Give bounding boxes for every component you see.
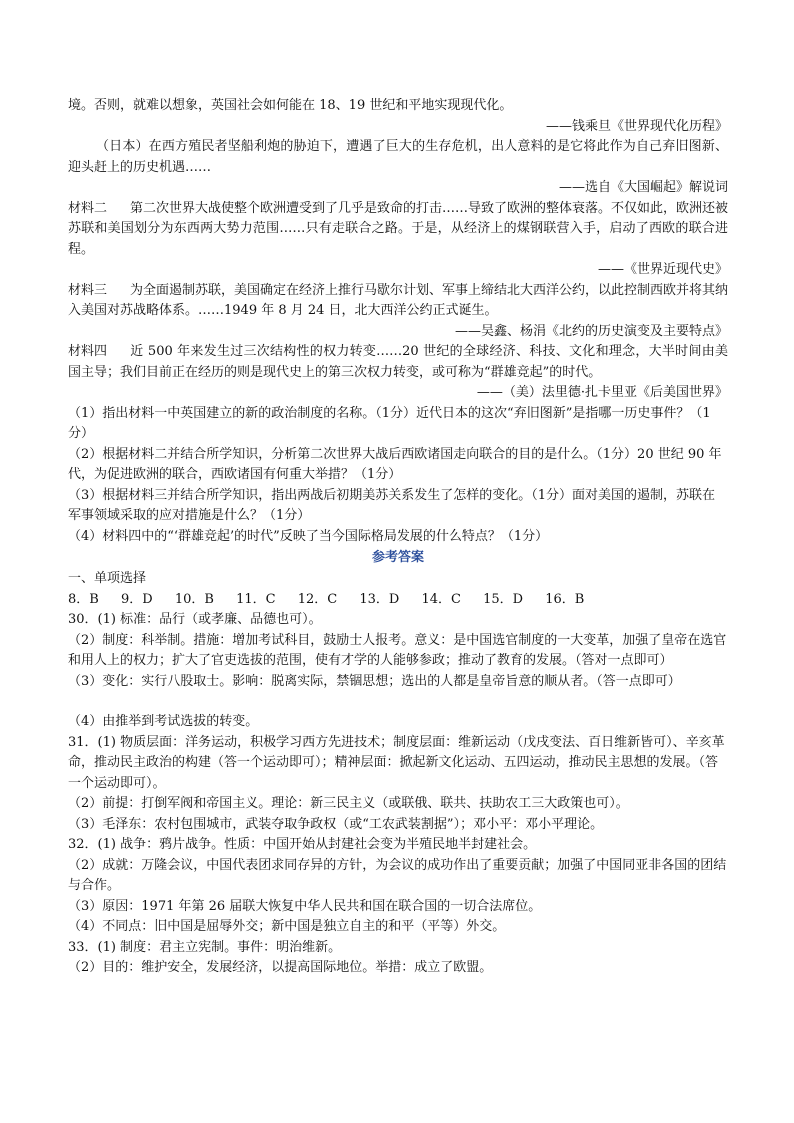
mcq-answer: 12．C bbox=[297, 591, 338, 607]
mcq-answers bbox=[68, 590, 728, 611]
answer-line: （3）原因：1971 年第 26 届联大恢复中华人民共和国在联合国的一切合法席位。 bbox=[68, 898, 542, 914]
continued-line: 境。否则，就难以想象，英国社会如何能在 18、19 世纪和平地实现现代化。 bbox=[68, 98, 513, 113]
answer-line: （4）由推举到考试选拔的转变。 bbox=[68, 714, 259, 729]
material-label: 材料三 bbox=[68, 282, 108, 298]
answer-line: （2）成就：万隆会议，中国代表团求同存异的方针，为会议的成功作出了重要贡献；加强了中国同亚非各国的团结与合作。 bbox=[68, 857, 727, 893]
source-line: ——吴鑫、杨涓《北约的历史演变及主要特点》 bbox=[454, 323, 728, 339]
mcq-answer: 16．B bbox=[545, 591, 585, 607]
question-4: （4）材料四中的“‘群雄竞起’的时代”反映了当今国际格局发展的什么特点？（1分） bbox=[68, 528, 549, 544]
japan-paragraph: （日本）在西方殖民者坚船利炮的胁迫下，遭遇了巨大的生存危机，出人意料的是它将此作为自己弃旧图新、迎头赶上的历史机遇…… bbox=[68, 139, 728, 175]
mcq-answer: 8．B bbox=[68, 591, 99, 607]
material-3 bbox=[68, 281, 728, 322]
source-line: ——钱乘旦《世界现代化历程》 bbox=[545, 118, 728, 134]
material-text: 近 500 年来发生过三次结构性的权力转变……20 世纪的全球经济、科技、文化和理念，大半时间由美国主导；我们目前正在经历的则是现代史上的第三次权力转变，或可称为“群雄竞起”的时代。 bbox=[68, 344, 728, 380]
answer-line: （3）变化：实行八股取士。影响：脱离实际，禁锢思想；选出的人都是皇帝旨意的顺从者。（答一点即可） bbox=[68, 673, 681, 689]
section-heading: 一、单项选择 bbox=[68, 571, 147, 586]
mcq-answer: 9．D bbox=[120, 591, 153, 607]
material-4 bbox=[68, 342, 728, 383]
material-label: 材料四 bbox=[68, 344, 108, 359]
question-1: （1）指出材料一中英国建立的新的政治制度的名称。（1分）近代日本的这次“弃旧图新”是指哪一历史事件？（1分） bbox=[68, 405, 711, 441]
material-2 bbox=[68, 199, 728, 261]
answer-line: （2）目的：维护安全，发展经济，以提高国际地位。举措：成立了欧盟。 bbox=[68, 960, 493, 975]
answer-line: （2）前提：打倒军阀和帝国主义。理论：新三民主义（或联俄、联共、扶助农工三大政策也可）。 bbox=[68, 796, 629, 811]
material-text: 第二次世界大战使整个欧洲遭受到了几乎是致命的打击……导致了欧洲的整体衰落。不仅如此，欧洲还被苏联和美国划分为东西两大势力范围……只有走联合之路。于是，从经济上的煤钢联营入手，启动了西欧的联合进程。 bbox=[68, 200, 729, 257]
blank-line bbox=[68, 692, 728, 712]
answers-title: 参考答案 bbox=[371, 550, 424, 565]
mcq-answer: 10．B bbox=[174, 591, 214, 607]
mcq-answer: 13．D bbox=[359, 591, 400, 607]
answer-line: （2）制度：科举制。措施：增加考试科目，鼓励士人报考。意义：是中国选官制度的一大变革，加强了皇帝在选官和用人上的权力；扩大了官吏选拔的范围，使有才学的人能够参政；推动了教育的发展。（答对一点即可） bbox=[68, 632, 727, 668]
source-line: ——选自《大国崛起》解说词 bbox=[558, 180, 728, 195]
material-text: 为全面遏制苏联，美国确定在经济上推行马歇尔计划、军事上缔结北大西洋公约，以此控制西欧并将其纳入美国对苏战略体系。……1949 年 8 月 24 日，北大西洋公约正式诞生。 bbox=[68, 282, 729, 318]
answer-line: 31．(1) 物质层面：洋务运动，积极学习西方先进技术；制度层面：维新运动（戊戌变法、百日维新皆可）、辛亥革命，推动民主政治的构建（答一个运动即可）；精神层面：掀起新文化运动、五四运动，推动民主思想的发展。（答一个运动即可）。 bbox=[68, 734, 725, 791]
answer-line: 33．(1) 制度：君主立宪制。事件：明治维新。 bbox=[68, 939, 342, 955]
mcq-answer: 14．C bbox=[421, 591, 461, 607]
source-line: ——（美）法里德·扎卡里亚《后美国世界》 bbox=[476, 385, 728, 400]
answer-line: 32．(1) 战争：鸦片战争。性质：中国开始从封建社会变为半殖民地半封建社会。 bbox=[68, 837, 537, 852]
answer-line: 30．(1) 标准：品行（或孝廉、品德也可）。 bbox=[68, 612, 322, 627]
answer-line: （3）毛泽东：农村包围城市，武装夺取争政权（或“工农武装割据”）；邓小平：邓小平理论。 bbox=[68, 816, 604, 832]
mcq-answer: 11．C bbox=[236, 591, 276, 607]
question-3: （3）根据材料三并结合所学知识，指出两战后初期美苏关系发生了怎样的变化。（1分）面对美国的遏制，苏联在军事领域采取的应对措施是什么？（1分） bbox=[68, 487, 716, 523]
source-line: ——《世界近现代史》 bbox=[597, 262, 728, 277]
question-2: （2）根据材料二并结合所学知识，分析第二次世界大战后西欧诸国走向联合的目的是什么。（1分）20 世纪 90 年代，为促进欧洲的联合，西欧诸国有何重大举措？（1分） bbox=[68, 446, 722, 482]
mcq-answer: 15．D bbox=[483, 591, 524, 607]
material-label: 材料二 bbox=[68, 200, 108, 216]
content bbox=[68, 96, 728, 979]
answer-line: （4）不同点：旧中国是屈辱外交；新中国是独立自主的和平（平等）外交。 bbox=[68, 919, 506, 934]
